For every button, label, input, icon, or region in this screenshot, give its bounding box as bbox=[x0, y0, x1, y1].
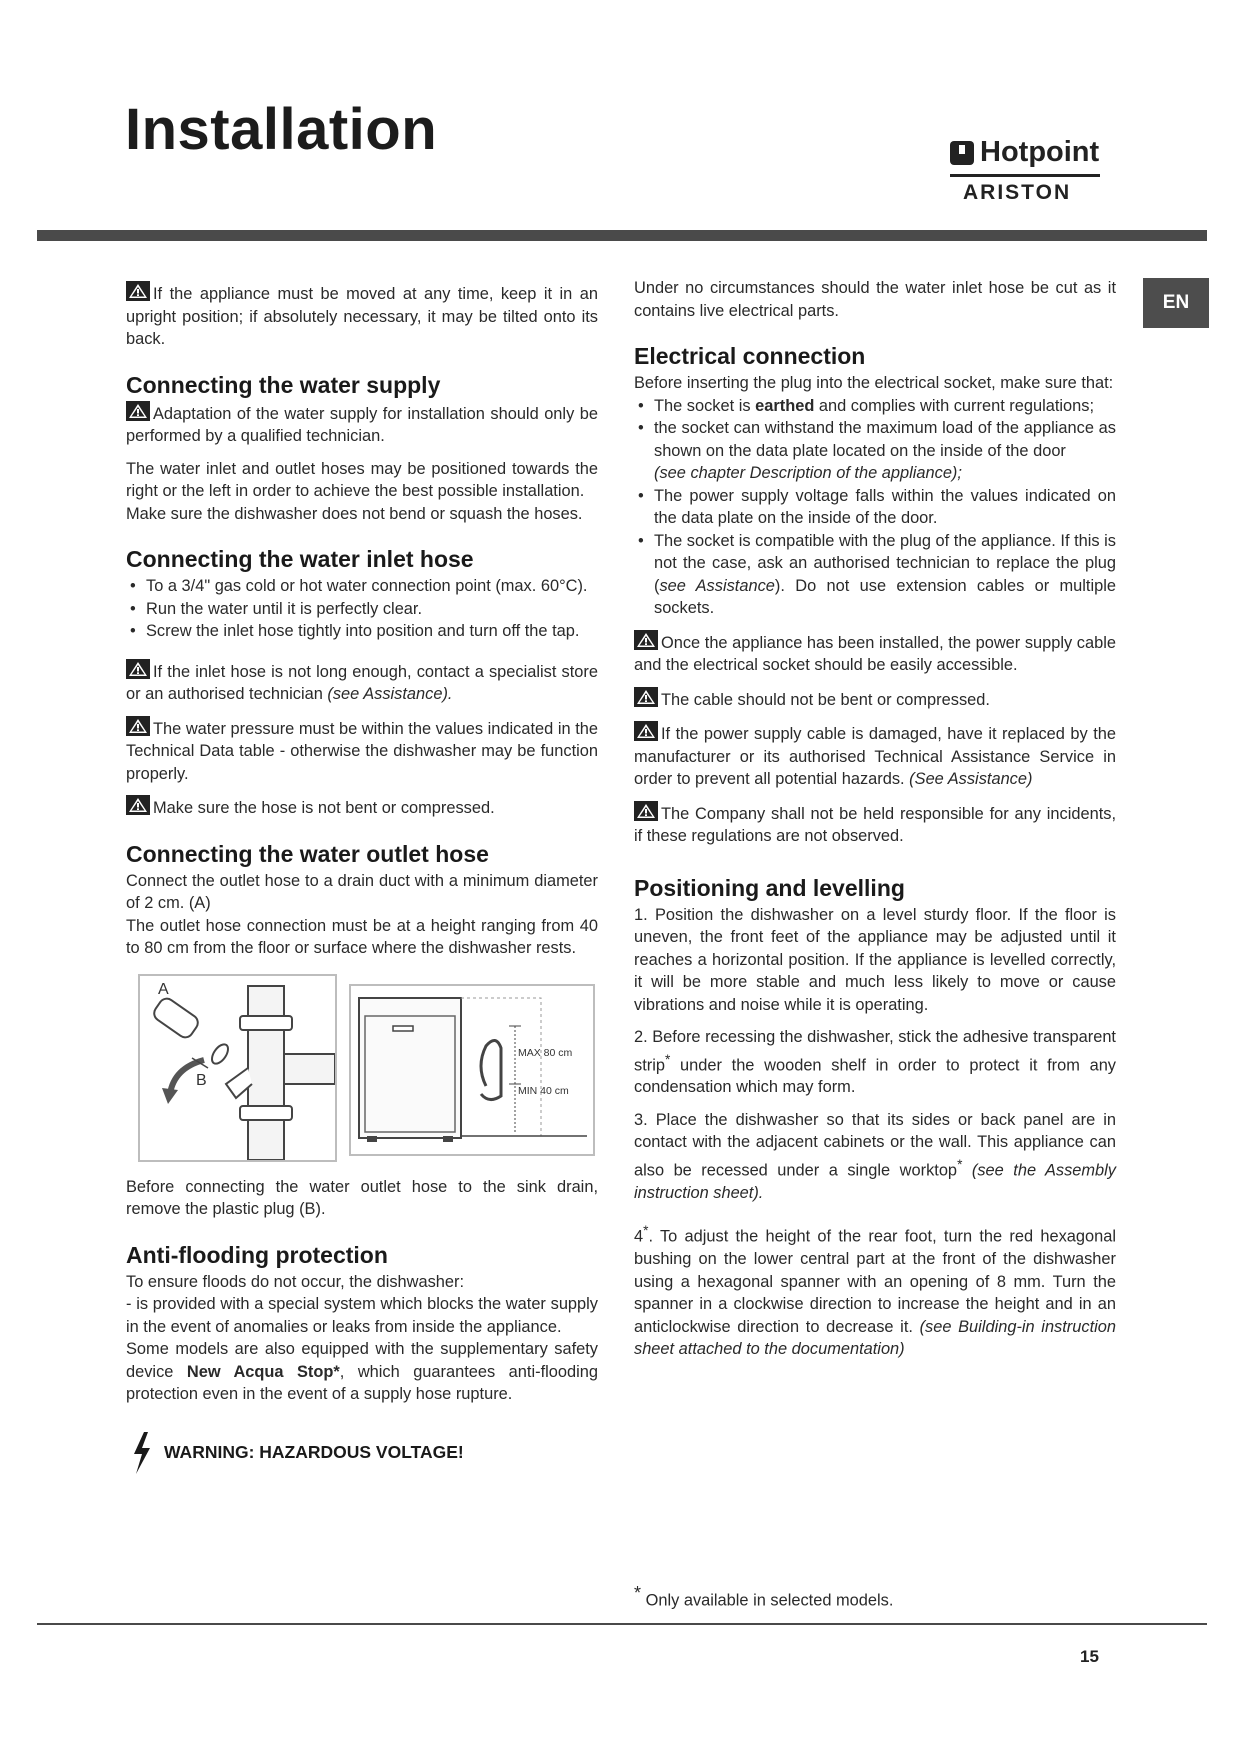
header-rule bbox=[37, 230, 1207, 241]
assistance-ref: see Assistance bbox=[659, 576, 775, 595]
logo-divider bbox=[950, 174, 1100, 177]
building-in-ref: (see Building-in instruction sheet attached to the documentation) bbox=[634, 1317, 1117, 1359]
figure-max-height: MAX 80 cm bbox=[518, 1046, 573, 1059]
list-item: • Run the water until it is perfectly clear. bbox=[126, 598, 598, 621]
page-number: 15 bbox=[1080, 1647, 1099, 1666]
page-title: Installation bbox=[125, 97, 438, 162]
warning-icon bbox=[126, 716, 150, 736]
hazardous-voltage-text: WARNING: HAZARDOUS VOLTAGE! bbox=[164, 1442, 464, 1463]
electrical-p1: Before inserting the plug into the electrical socket, make sure that: bbox=[634, 374, 1114, 392]
water-supply-p2: Make sure the dishwasher does not bend or squash the hoses. bbox=[126, 504, 583, 523]
right-intro: Under no circumstances should the water inlet hose be cut as it contains live electrical parts. bbox=[634, 279, 1116, 320]
p3-text: 3. Place the dishwasher so that its sides or back panel are in contact with the adjacent cabinets or the wall. This appliance can also be recessed under a single worktop bbox=[634, 1110, 1116, 1180]
assembly-ref: (see the Assembly instruction sheet). bbox=[634, 1161, 1116, 1202]
warning-icon bbox=[634, 630, 658, 650]
list-item: • The power supply voltage falls within the values indicated on the data plate on the inside of the door. bbox=[634, 485, 1116, 530]
footnote bbox=[634, 1583, 893, 1610]
electrical-warning-4 bbox=[634, 801, 1116, 848]
warning-icon bbox=[126, 281, 150, 301]
list-item bbox=[634, 417, 1116, 485]
drain-connection-illustration bbox=[138, 974, 337, 1162]
warning-icon bbox=[634, 687, 658, 707]
inlet-warn3-text: Make sure the hose is not bent or compressed. bbox=[153, 799, 495, 817]
inlet-hose-warning-2 bbox=[126, 716, 598, 786]
earthed-term: earthed bbox=[755, 396, 815, 415]
dishwasher-height-illustration bbox=[349, 984, 595, 1156]
description-ref: (see chapter Description of the appliance); bbox=[654, 464, 962, 482]
lightning-bolt-icon bbox=[130, 1432, 152, 1474]
warning-icon bbox=[126, 659, 150, 679]
electrical-warning-1 bbox=[634, 630, 1116, 677]
elec-warn4-text: The Company shall not be held responsible for any incidents, if these regulations are not observed. bbox=[634, 804, 1116, 845]
figure-label-b: B bbox=[196, 1071, 207, 1089]
elec-warn2-text: The cable should not be bent or compressed. bbox=[661, 690, 990, 709]
left-column bbox=[126, 281, 598, 1474]
inlet-hose-warning-3 bbox=[126, 795, 598, 820]
anti-flooding-p3-text: Some models are also equipped with the supplementary safety device bbox=[126, 1340, 598, 1381]
p4-text: . To adjust the height of the rear foot, turn the red hexagonal bushing on the lower central part at the front of the dishwasher using a hexagonal spanner with an opening of 8 mm. Turn the spanner in a clockwise direction to increase the height and in an anticlockwise direction to decrease it. bbox=[634, 1227, 1116, 1336]
anti-flooding-p3-tail: , which guarantees anti-flooding protection even in the event of a supply hose rupture. bbox=[126, 1362, 598, 1403]
language-tab[interactable]: EN bbox=[1143, 278, 1209, 328]
heading-outlet-hose: Connecting the water outlet hose bbox=[126, 840, 489, 867]
inlet-warn2-text: The water pressure must be within the values indicated in the Technical Data table - otherwise the dishwasher may be function properly. bbox=[126, 719, 598, 783]
water-supply-p1: The water inlet and outlet hoses may be positioned towards the right or the left in order to achieve the best possible installation. bbox=[126, 459, 598, 500]
outlet-hose-p2: The outlet hose connection must be at a height ranging from 40 to 80 cm from the floor or surface where the dishwasher rests. bbox=[126, 916, 598, 957]
outlet-hose-p3: Before connecting the water outlet hose to the sink drain, remove the plastic plug (B). bbox=[126, 1177, 598, 1218]
positioning-p3 bbox=[634, 1109, 1116, 1204]
heading-electrical: Electrical connection bbox=[634, 343, 866, 369]
figure-label-a: A bbox=[158, 980, 169, 998]
right-column bbox=[634, 277, 1116, 1361]
inlet-hose-list bbox=[126, 575, 598, 643]
acqua-stop-name: New Acqua Stop* bbox=[186, 1362, 340, 1381]
list-item bbox=[634, 530, 1116, 620]
footnote-mark: * bbox=[634, 1583, 642, 1603]
warning-icon bbox=[634, 721, 658, 741]
outlet-hose-figure bbox=[138, 974, 598, 1162]
p2-text: 2. Before recessing the dishwasher, stick the adhesive transparent strip bbox=[634, 1028, 1116, 1074]
b1-tail: and complies with current regulations; bbox=[818, 396, 1095, 415]
list-item bbox=[634, 395, 1116, 418]
intro-text: If the appliance must be moved at any time, keep it in an upright position; if absolutely necessary, it may be tilted onto its back. bbox=[126, 285, 598, 348]
asterisk-mark: * bbox=[643, 1223, 649, 1239]
asterisk-mark: * bbox=[664, 1051, 671, 1067]
figure-min-height: MIN 40 cm bbox=[518, 1084, 569, 1097]
elec-warn3-text: If the power supply cable is damaged, have it replaced by the manufacturer or its authorised Technical Assistance Service in order to prevent all potential hazards. bbox=[634, 725, 1116, 788]
intro-warning bbox=[126, 281, 598, 351]
outlet-hose-p1: Connect the outlet hose to a drain duct with a minimum diameter of 2 cm. (A) bbox=[126, 871, 598, 912]
hazardous-voltage-warning bbox=[130, 1432, 598, 1474]
inlet-warn1-text: If the inlet hose is not long enough, contact a specialist store or an authorised technician bbox=[126, 662, 598, 703]
positioning-p4 bbox=[634, 1220, 1116, 1360]
electrical-list bbox=[634, 395, 1116, 620]
assistance-ref: (see Assistance). bbox=[327, 685, 453, 703]
list-item: • To a 3/4" gas cold or hot water connection point (max. 60°C). bbox=[126, 575, 598, 598]
b4-tail: ). Do not use extension cables or multiple sockets. bbox=[654, 576, 1116, 617]
asterisk-mark: * bbox=[957, 1156, 963, 1172]
list-item: • Screw the inlet hose tightly into position and turn off the tap. bbox=[126, 620, 598, 643]
p4-number: 4 bbox=[634, 1227, 644, 1246]
warning-icon bbox=[126, 401, 150, 421]
anti-flooding-p2: - is provided with a special system which blocks the water supply in the event of anomalies or leaks from inside the appliance. bbox=[126, 1295, 598, 1336]
electrical-warning-2 bbox=[634, 687, 1116, 712]
b1-text: The socket is bbox=[654, 396, 751, 415]
warning-icon bbox=[126, 795, 150, 815]
water-supply-warning bbox=[126, 401, 598, 448]
heading-positioning: Positioning and levelling bbox=[634, 874, 905, 901]
anti-flooding-p3 bbox=[126, 1338, 598, 1406]
footer-rule bbox=[37, 1623, 1207, 1625]
inlet-hose-warning-1 bbox=[126, 659, 598, 706]
p2-tail: under the wooden shelf in order to protect it from any condensation which may form. bbox=[634, 1055, 1117, 1097]
logo-mark-icon bbox=[950, 141, 974, 165]
b2-text: the socket can withstand the maximum load of the appliance as shown on the data plate located on the inside of the door bbox=[654, 419, 1116, 460]
heading-anti-flooding: Anti-flooding protection bbox=[126, 1241, 388, 1268]
elec-warn1-text: Once the appliance has been installed, the power supply cable and the electrical socket should be easily accessible. bbox=[634, 633, 1116, 674]
water-supply-warning-text: Adaptation of the water supply for installation should only be performed by a qualified technician. bbox=[126, 404, 598, 445]
heading-water-supply: Connecting the water supply bbox=[126, 371, 441, 398]
electrical-warning-3 bbox=[634, 721, 1116, 791]
logo-sub: ARISTON bbox=[963, 181, 1072, 204]
heading-inlet-hose: Connecting the water inlet hose bbox=[126, 546, 474, 572]
b4-text: The socket is compatible with the plug of the appliance. If this is not the case, ask an authorised technician to replace the plug ( bbox=[654, 531, 1116, 595]
anti-flooding-p1: To ensure floods do not occur, the dishwasher: bbox=[126, 1272, 465, 1291]
logo-brand: Hotpoint bbox=[980, 136, 1100, 168]
positioning-p1: 1. Position the dishwasher on a level sturdy floor. If the floor is uneven, the front feet of the appliance may be adjusted until it reaches a horizontal position. If the appliance is levelled correctly, it will be more stable and much less likely to move or cause vibrations and noise while it is operating. bbox=[634, 905, 1116, 1014]
brand-logo bbox=[950, 136, 1100, 205]
assistance-ref: (See Assistance) bbox=[909, 770, 1033, 788]
positioning-p2 bbox=[634, 1026, 1116, 1099]
footnote-text: Only available in selected models. bbox=[645, 1591, 894, 1610]
warning-icon bbox=[634, 801, 658, 821]
